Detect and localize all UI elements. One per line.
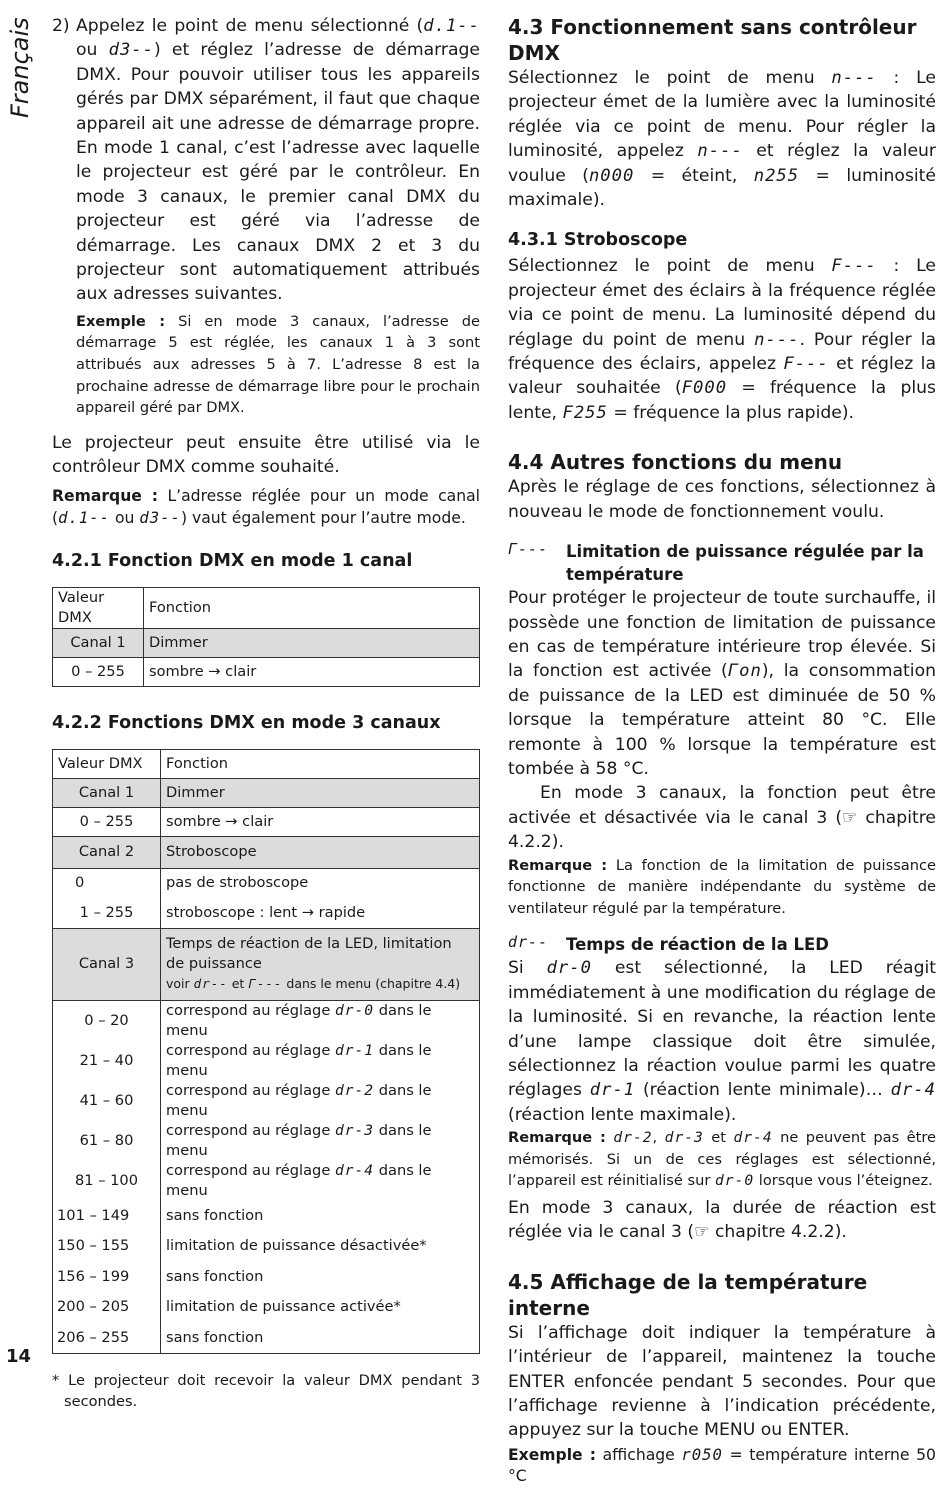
text: = fréquence la plus rapide).	[607, 402, 854, 423]
cell-function	[161, 1231, 480, 1262]
cell-function-title: Temps de réaction de la LED, limitation de puissance	[166, 935, 452, 973]
text: . Pour régler la fréquence des éclairs, appelez	[508, 329, 936, 375]
display-code: dr-4	[334, 1161, 375, 1179]
text: ou	[76, 40, 109, 61]
dmx-table-3-channels	[52, 749, 480, 1354]
paragraph: En mode 3 canaux, la fonction peut être activée et désactivée via le canal 3 (☞ chapitre 4.2.2).	[508, 783, 936, 853]
text: dans le menu	[166, 1081, 432, 1119]
text: correspond au réglage	[166, 1161, 335, 1179]
remark-label: Remarque :	[508, 1129, 606, 1147]
text: Sélectionnez le point de menu	[508, 68, 832, 88]
display-code: dr-1	[589, 1080, 636, 1101]
table-row	[53, 928, 480, 1000]
text: lorsque vous l’éteignez.	[754, 1172, 933, 1190]
example-label: Exemple :	[508, 1445, 596, 1464]
table-row	[53, 1041, 480, 1081]
cell-function: Stroboscope	[161, 836, 480, 868]
table-row	[53, 1231, 480, 1262]
cell-value: Canal 2	[53, 836, 161, 868]
example-note	[76, 311, 480, 419]
display-code: n255	[753, 165, 800, 186]
cell-value: 0	[53, 868, 161, 898]
display-code: d3--	[139, 508, 181, 527]
cell-value: 206 – 255	[53, 1323, 161, 1354]
text: dans le menu	[166, 1121, 432, 1159]
text: L’adresse réglée pour un mode canal (	[52, 486, 480, 527]
display-code: Γ---	[508, 540, 549, 559]
text: sans fonction	[166, 1206, 264, 1224]
table-row	[53, 1081, 480, 1121]
cell-value: 1 – 255	[53, 898, 161, 928]
display-code: dr-0	[546, 958, 592, 979]
cell-function: Dimmer	[144, 628, 480, 657]
table-header-row	[53, 749, 480, 778]
text: ) vaut également pour l’autre mode.	[180, 508, 466, 527]
table-row	[53, 657, 480, 686]
example-text: Si en mode 3 canaux, l’adresse de démarrage 5 est réglée, les canaux 1 à 3 sont attribués aux adresses 5 à 7. L’adresse 8 est la prochaine adresse de démarrage libre pour le prochain appareil géré par DMX.	[76, 312, 480, 417]
display-code: dr-3	[334, 1121, 375, 1139]
display-code: Γon	[727, 661, 762, 682]
cell-value: 21 – 40	[53, 1041, 161, 1081]
right-column	[508, 14, 936, 1488]
text: = température interne 50 °C	[508, 1445, 936, 1486]
display-code: n000	[588, 165, 635, 186]
table-row	[53, 868, 480, 898]
cell-function	[161, 1081, 480, 1121]
table-row	[53, 1161, 480, 1201]
display-code: dr--	[193, 976, 228, 992]
text: limitation de puissance activée*	[166, 1298, 401, 1316]
table-header-row	[53, 587, 480, 628]
text: et	[703, 1129, 734, 1147]
section-title-4-3-1: 4.3.1 Stroboscope	[508, 230, 688, 251]
display-code: F---	[831, 256, 877, 277]
table-row	[53, 778, 480, 807]
cell-value: 0 – 20	[53, 1000, 161, 1041]
display-code: dr--	[508, 933, 549, 952]
header-cell: Fonction	[161, 749, 480, 778]
text: Appelez le point de menu sélectionné (	[76, 16, 424, 36]
dmx-table-1-channel	[52, 587, 480, 687]
cell-value: 61 – 80	[53, 1121, 161, 1161]
text: : Le projecteur émet des éclairs à la fréquence réglée via ce point de menu. La luminosité dépend du réglage du point de menu	[508, 256, 936, 350]
subsection-temperature	[508, 540, 936, 586]
cell-function	[161, 1323, 480, 1354]
paragraph	[508, 956, 936, 1127]
paragraph	[508, 254, 936, 425]
section-title-4-2-2: 4.2.2 Fonctions DMX en mode 3 canaux	[52, 712, 441, 733]
text: correspond au réglage	[166, 1081, 335, 1099]
cell-value: 0 – 255	[53, 657, 144, 686]
subsection-title: Limitation de puissance régulée par la température	[566, 542, 924, 585]
section-title-4-3: 4.3 Fonctionnement sans contrôleur DMX	[508, 15, 917, 65]
cell-function	[161, 1262, 480, 1293]
text: = luminosité maximale).	[508, 165, 936, 211]
text: Sélectionnez le point de menu	[508, 256, 832, 277]
display-code: F---	[783, 354, 829, 375]
list-item-2	[52, 14, 480, 307]
display-code: dr-4	[733, 1129, 773, 1147]
footnote: * Le projecteur doit recevoir la valeur DMX pendant 3 secondes.	[52, 1371, 480, 1411]
text: (réaction lente minimale)…	[635, 1080, 891, 1101]
paragraph	[508, 586, 936, 781]
display-code: dr-2	[613, 1129, 653, 1147]
display-code: dr-4	[890, 1080, 936, 1101]
cell-function: sombre → clair	[144, 657, 480, 686]
display-code: d3--	[108, 40, 154, 61]
text: ,	[652, 1129, 665, 1147]
example-label: Exemple :	[76, 312, 166, 330]
text: correspond au réglage	[166, 1041, 335, 1059]
text: et réglez la valeur voulue (	[508, 141, 936, 186]
text: affichage	[595, 1445, 682, 1464]
paragraph: Si l’affichage doit indiquer la température à l’intérieur de l’appareil, maintenez la touche ENTER enfoncée pendant 5 secondes. Pour que l’affichage revienne à l’indication précédente, appuyez sur la touche MENU ou ENTER.	[508, 1322, 936, 1441]
display-code: dr-2	[334, 1081, 375, 1099]
display-code: n---	[754, 329, 800, 350]
channel-3-rows	[53, 1000, 480, 1353]
text: ne peuvent pas être mémorisés. Si un de ces réglages est sélectionné, l’appareil est réinitialisé sur	[508, 1129, 937, 1190]
table-row	[53, 1262, 480, 1293]
text: correspond au réglage	[166, 1001, 335, 1019]
remark-note	[508, 855, 936, 920]
display-code: F255	[562, 402, 608, 423]
text: Si	[508, 958, 547, 979]
display-code: d.1--	[423, 16, 480, 36]
section-title-4-4: 4.4 Autres fonctions du menu	[508, 450, 843, 475]
paragraph: Après le réglage de ces fonctions, sélectionnez à nouveau le mode de fonctionnement voulu.	[508, 477, 936, 522]
remark-note	[52, 485, 480, 529]
paragraph: Le projecteur peut ensuite être utilisé via le contrôleur DMX comme souhaité.	[52, 432, 480, 478]
header-cell: Fonction	[144, 587, 480, 628]
cell-value: 150 – 155	[53, 1231, 161, 1262]
cell-function: stroboscope : lent → rapide	[161, 898, 480, 928]
text: voir	[166, 976, 194, 992]
cell-value: 0 – 255	[53, 807, 161, 836]
text: dans le menu	[166, 1001, 432, 1039]
table-row	[53, 1121, 480, 1161]
display-code: n---	[831, 68, 877, 88]
text: dans le menu	[166, 1161, 432, 1199]
subsection-reaction	[508, 933, 936, 956]
cell-function-subtitle	[166, 974, 474, 994]
text: : Le projecteur émet de la lumière avec la luminosité réglée via ce point de menu. Pour régler la luminosité, appelez	[508, 68, 936, 162]
text: limitation de puissance désactivée*	[166, 1237, 427, 1255]
cell-value: 81 – 100	[53, 1161, 161, 1201]
cell-function	[161, 1041, 480, 1081]
remark-label: Remarque :	[508, 856, 608, 874]
header-cell: Valeur DMX	[53, 587, 144, 628]
cell-function	[161, 1292, 480, 1323]
text: La fonction de la limitation de puissance fonctionne de manière indépendante du système de ventilateur régulé par la température.	[508, 856, 936, 917]
cell-function	[161, 1000, 480, 1041]
cell-value: Canal 1	[53, 628, 144, 657]
text: Pour protéger le projecteur de toute surchauffe, il possède une fonction de limitation de puissance en cas de température intérieure trop élevée. Si la fonction est activée (	[508, 588, 936, 682]
text: et réglez la valeur souhaitée (	[508, 354, 936, 399]
table-row	[53, 807, 480, 836]
text: est sélectionné, la LED réagit immédiatement à une modification du réglage de la luminosité. Si en revanche, la réaction lente d’une lampe classique doit être simulée, sélectionnez la réaction voulue parmi les quatre réglages	[508, 958, 936, 1101]
cell-function	[161, 1161, 480, 1201]
display-code: Γ---	[248, 976, 283, 992]
text: (réaction lente maximale).	[508, 1104, 737, 1125]
language-label: Français	[6, 17, 34, 118]
cell-function	[161, 1201, 480, 1232]
text: sans fonction	[166, 1267, 264, 1285]
list-number: 2)	[52, 16, 70, 36]
paragraph	[508, 66, 936, 212]
text: et	[227, 976, 249, 992]
display-code: dr-0	[715, 1172, 755, 1190]
text: sans fonction	[166, 1328, 264, 1346]
text: dans le menu (chapitre 4.4)	[282, 976, 461, 992]
left-column	[52, 14, 480, 1413]
display-code: F000	[681, 378, 728, 399]
text: = fréquence la plus lente,	[508, 378, 936, 423]
cell-function	[161, 1121, 480, 1161]
page-number: 14	[6, 1346, 32, 1367]
text: = éteint,	[634, 165, 754, 186]
list-item-text	[76, 14, 480, 307]
remark-note	[508, 1127, 936, 1192]
display-code: r050	[681, 1445, 723, 1464]
display-code: n---	[697, 141, 743, 162]
text: correspond au réglage	[166, 1121, 335, 1139]
text: ) et réglez l’adresse de démarrage DMX. Pour pouvoir utiliser tous les appareils gérés par DMX séparément, il faut que chaque appareil ait une adresse de démarrage propre. En mode 1 canal, c’est l’adresse avec laquelle le projecteur est géré par le contrôleur. En mode 3 canaux, le premier canal DMX du projecteur est géré via l’adresse de démarrage. Les canaux DMX 2 et 3 du projecteur sont automatiquement attribués aux adresses suivantes.	[76, 40, 480, 305]
cell-function: pas de stroboscope	[161, 868, 480, 898]
paragraph: En mode 3 canaux, la durée de réaction est réglée via le canal 3 (☞ chapitre 4.2.2).	[508, 1197, 936, 1243]
table-row	[53, 898, 480, 928]
cell-value: 101 – 149	[53, 1201, 161, 1232]
subsection-title: Temps de réaction de la LED	[566, 935, 829, 955]
header-cell: Valeur DMX	[53, 749, 161, 778]
cell-value: Canal 3	[53, 928, 161, 1000]
display-code: dr-1	[334, 1041, 375, 1059]
display-code: d.1--	[58, 508, 111, 527]
table-row	[53, 836, 480, 868]
example-note	[508, 1445, 936, 1488]
text: ), la consommation de puissance de la LED est diminuée de 50 % lorsque la température atteint 80 °C. Elle remonte à 100 % lorsque la température est tombée à 58 °C.	[508, 661, 936, 779]
remark-label: Remarque :	[52, 486, 159, 505]
cell-function: Dimmer	[161, 778, 480, 807]
cell-value: 200 – 205	[53, 1292, 161, 1323]
table-row	[53, 1323, 480, 1354]
text: ou	[110, 508, 140, 527]
cell-value: Canal 1	[53, 778, 161, 807]
display-code: dr-0	[334, 1001, 375, 1019]
cell-function	[161, 928, 480, 1000]
table-row	[53, 1292, 480, 1323]
display-code: dr-3	[664, 1129, 704, 1147]
table-row	[53, 1201, 480, 1232]
cell-function: sombre → clair	[161, 807, 480, 836]
text: dans le menu	[166, 1041, 432, 1079]
table-row	[53, 1000, 480, 1041]
cell-value: 41 – 60	[53, 1081, 161, 1121]
language-tab	[2, 8, 36, 128]
section-title-4-2-1: 4.2.1 Fonction DMX en mode 1 canal	[52, 550, 413, 571]
table-row	[53, 628, 480, 657]
section-title-4-5: 4.5 Affichage de la température interne	[508, 1269, 868, 1320]
cell-value: 156 – 199	[53, 1262, 161, 1293]
